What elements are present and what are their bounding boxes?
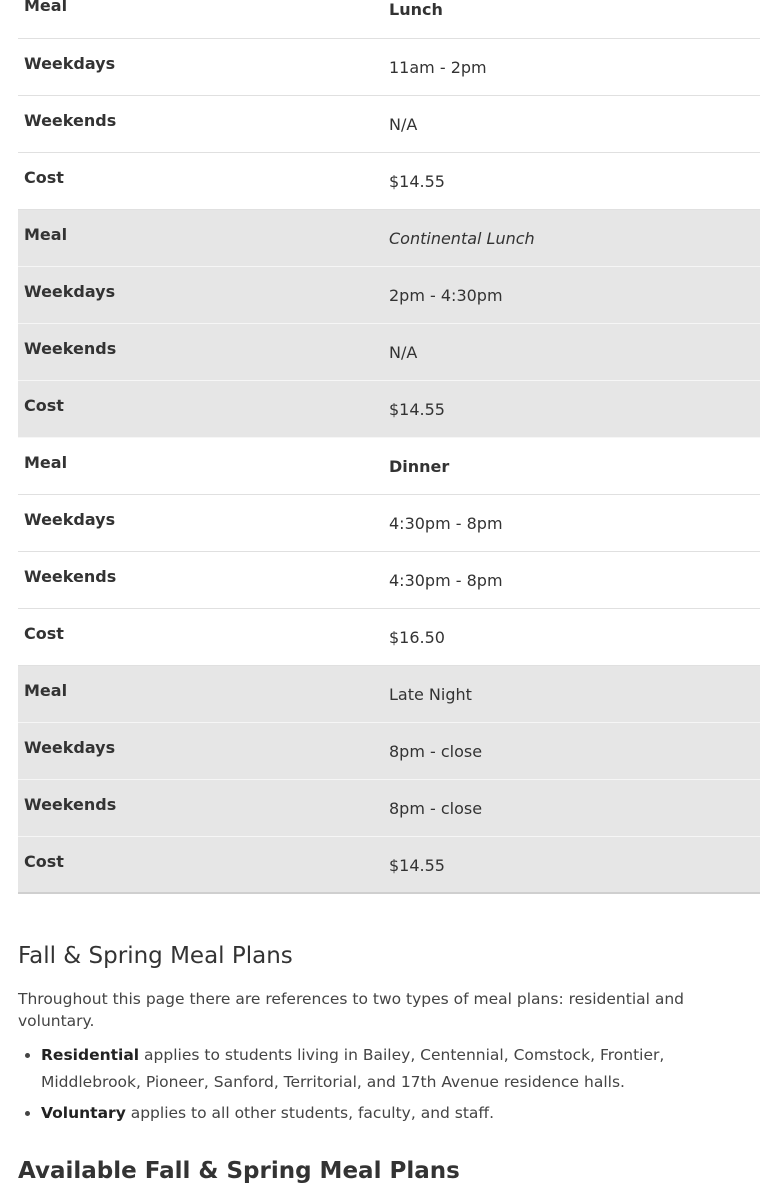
weekday-hours: 4:30pm - 8pm <box>389 513 503 533</box>
weekend-hours: 8pm - close <box>389 798 483 818</box>
section-intro: Throughout this page there are references to two types of meal plans: residential and voluntary. <box>18 990 685 1030</box>
table-row <box>18 437 760 494</box>
plan-type-term: Voluntary <box>41 1104 126 1122</box>
table-row <box>18 38 760 95</box>
plan-type-description: applies to students living in Bailey, Centennial, Comstock, Frontier, Middlebrook, Pioneer, Sanford, Territorial, and 17th Avenue residence halls. <box>41 1046 665 1091</box>
meal-schedule-table <box>18 0 760 894</box>
meal-cost: $16.50 <box>389 627 445 647</box>
table-row <box>18 608 760 665</box>
section-heading: Fall & Spring Meal Plans <box>18 943 293 969</box>
weekday-hours: 11am - 2pm <box>389 57 487 77</box>
list-item <box>41 1100 760 1127</box>
table-row <box>18 95 760 152</box>
table-row <box>18 836 760 893</box>
meal-name: Continental Lunch <box>389 228 535 248</box>
meal-cost: $14.55 <box>389 171 445 191</box>
table-row <box>18 779 760 836</box>
meal-plans-section <box>18 938 760 1189</box>
row-label: Weekends <box>24 566 117 586</box>
meal-cost: $14.55 <box>389 855 445 875</box>
meal-name: Dinner <box>389 456 450 476</box>
meal-plan-types-list <box>18 1042 760 1127</box>
table-row <box>18 323 760 380</box>
table-row <box>18 266 760 323</box>
continental-lunch-group <box>18 209 760 437</box>
weekday-hours: 2pm - 4:30pm <box>389 285 503 305</box>
row-label: Cost <box>24 851 64 871</box>
list-item <box>41 1042 760 1096</box>
row-label: Weekdays <box>24 737 116 757</box>
row-label: Weekdays <box>24 281 116 301</box>
row-label: Cost <box>24 623 64 643</box>
row-label: Cost <box>24 167 64 187</box>
table-row <box>18 209 760 266</box>
weekday-hours: 8pm - close <box>389 741 483 761</box>
table-row <box>18 551 760 608</box>
table-row <box>18 380 760 437</box>
meal-name: Lunch <box>389 0 443 19</box>
table-row <box>18 152 760 209</box>
table-row <box>18 494 760 551</box>
row-label: Weekdays <box>24 509 116 529</box>
meal-name: Late Night <box>389 684 472 704</box>
plan-type-term: Residential <box>41 1046 140 1064</box>
row-label: Weekends <box>24 338 117 358</box>
weekend-hours: 4:30pm - 8pm <box>389 570 503 590</box>
weekend-hours: N/A <box>389 114 418 134</box>
lunch-group <box>18 0 760 209</box>
row-label: Cost <box>24 395 64 415</box>
table-row <box>18 665 760 722</box>
table-row <box>18 0 760 38</box>
meal-cost: $14.55 <box>389 399 445 419</box>
next-section-heading: Available Fall & Spring Meal Plans <box>18 1158 460 1184</box>
late-night-group <box>18 665 760 893</box>
dinner-group <box>18 437 760 665</box>
meal-schedule-table-wrapper <box>18 0 760 894</box>
plan-type-description: applies to all other students, faculty, and staff. <box>125 1104 495 1122</box>
row-label: Meal <box>24 452 68 472</box>
row-label: Weekends <box>24 110 117 130</box>
weekend-hours: N/A <box>389 342 418 362</box>
row-label: Meal <box>24 680 68 700</box>
row-label: Meal <box>24 224 68 244</box>
table-row <box>18 722 760 779</box>
row-label: Meal <box>24 0 68 15</box>
row-label: Weekdays <box>24 53 116 73</box>
row-label: Weekends <box>24 794 117 814</box>
